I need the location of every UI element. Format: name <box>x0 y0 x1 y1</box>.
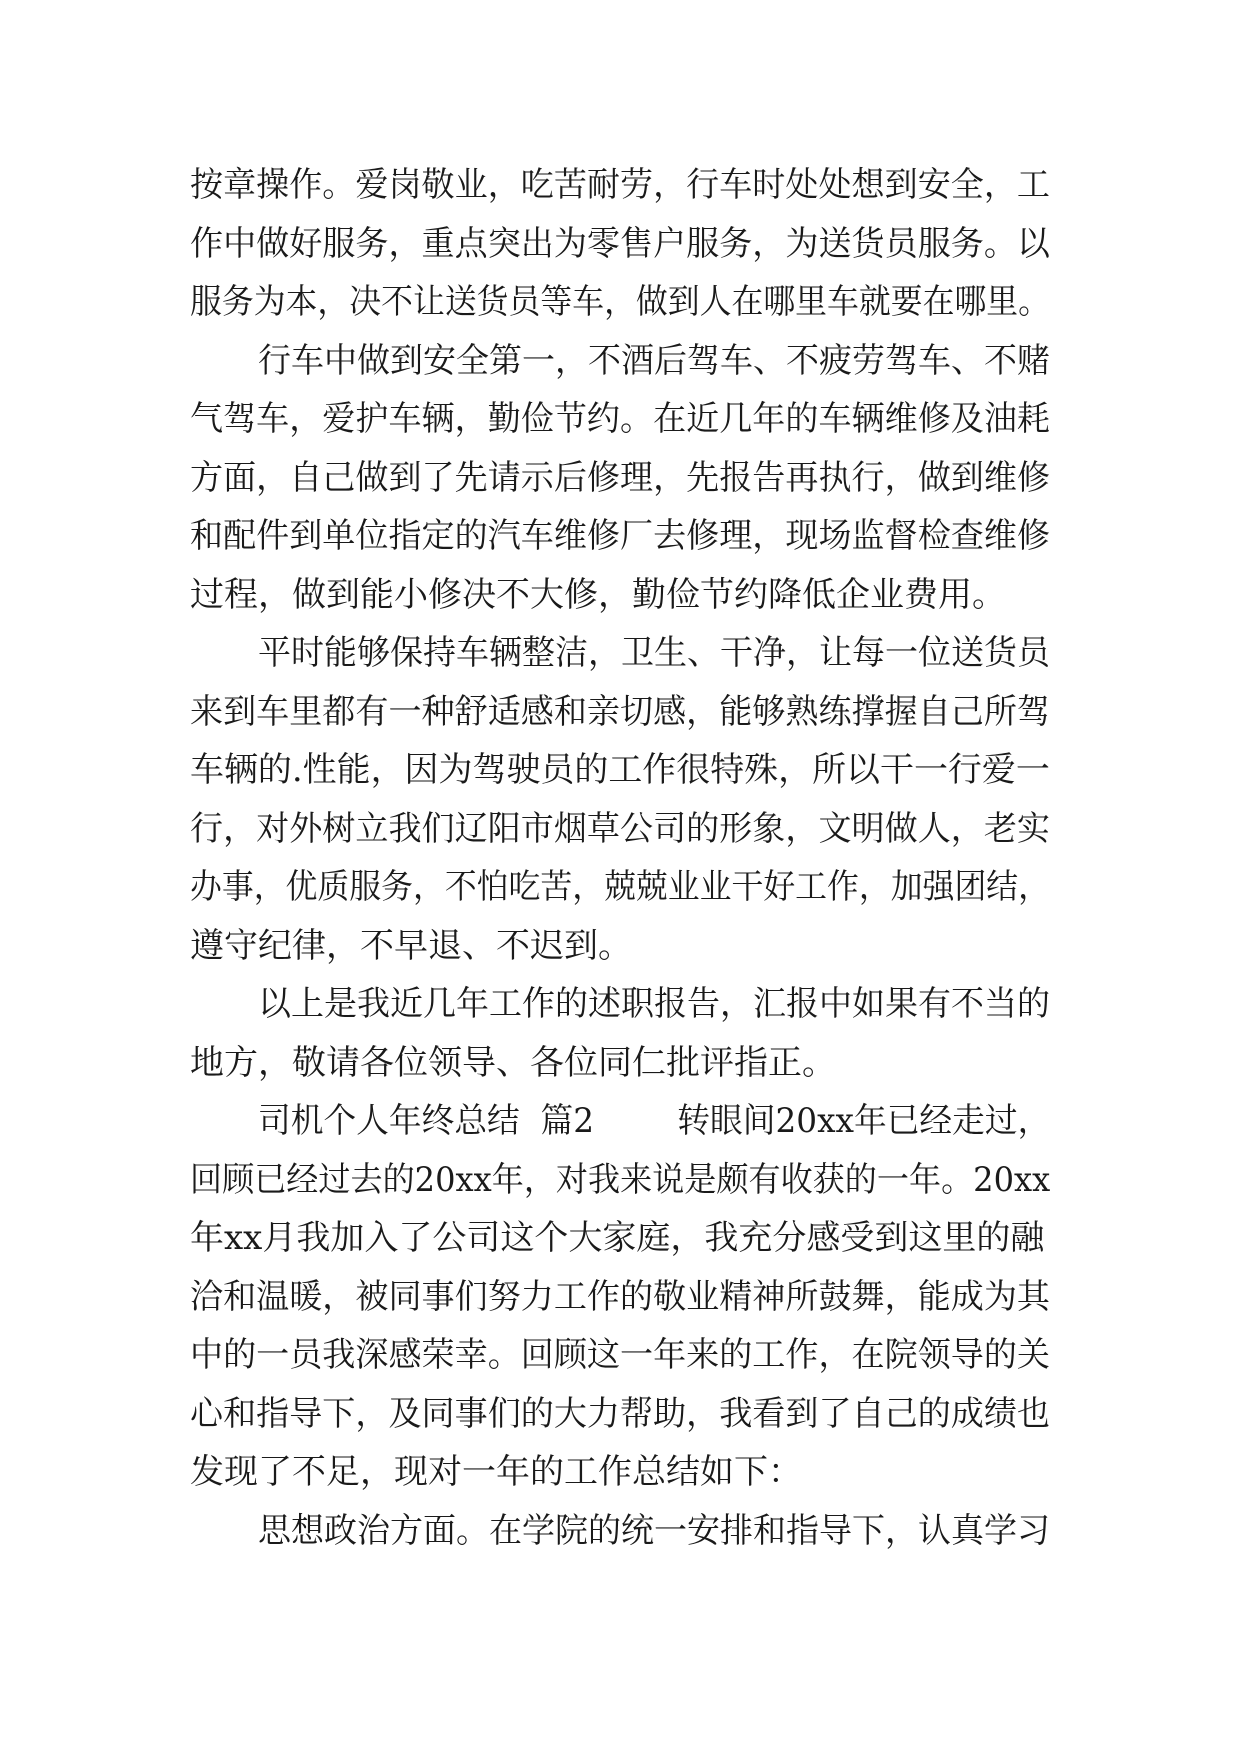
text-line: 行车中做到安全第一，不酒后驾车、不疲劳驾车、不赌 <box>258 341 1050 381</box>
text-line: 和配件到单位指定的汽车维修厂去修理，现场监督检查维修 <box>190 516 1050 556</box>
text-line: 平时能够保持车辆整洁，卫生、干净，让每一位送货员 <box>258 633 1050 673</box>
text-line: 按章操作。爱岗敬业，吃苦耐劳，行车时处处想到安全，工 <box>190 165 1050 205</box>
text-line: 来到车里都有一种舒适感和亲切感，能够熟练撑握自己所驾 <box>190 692 1050 732</box>
text-line: 过程，做到能小修决不大修，勤俭节约降低企业费用。 <box>190 575 1006 615</box>
text-line: 遵守纪律，不早退、不迟到。 <box>190 926 632 966</box>
text-line: 发现了不足，现对一年的工作总结如下： <box>190 1452 802 1492</box>
text-line: 洽和温暖，被同事们努力工作的敬业精神所鼓舞，能成为其 <box>190 1277 1050 1317</box>
text-line: 作中做好服务，重点突出为零售户服务，为送货员服务。以 <box>190 224 1050 264</box>
text-line: 思想政治方面。在学院的统一安排和指导下，认真学习 <box>258 1511 1050 1551</box>
text-line: 回顾已经过去的20xx年，对我来说是颇有收获的一年。20xx <box>190 1160 1051 1200</box>
text-line: 气驾车，爱护车辆，勤俭节约。在近几年的车辆维修及油耗 <box>190 399 1050 439</box>
text-line: 中的一员我深感荣幸。回顾这一年来的工作，在院领导的关 <box>190 1335 1050 1375</box>
text-line: 司机个人年终总结 篇2 转眼间20xx年已经走过， <box>258 1101 1051 1141</box>
text-line: 以上是我近几年工作的述职报告，汇报中如果有不当的 <box>258 984 1050 1024</box>
text-line: 服务为本，决不让送货员等车，做到人在哪里车就要在哪里。 <box>190 282 1050 322</box>
text-line: 地方，敬请各位领导、各位同仁批评指正。 <box>190 1043 836 1083</box>
text-line: 办事，优质服务，不怕吃苦，兢兢业业干好工作，加强团结， <box>190 867 1050 907</box>
text-line: 方面，自己做到了先请示后修理，先报告再执行，做到维修 <box>190 458 1050 498</box>
text-line: 车辆的.性能，因为驾驶员的工作很特殊，所以干一行爱一 <box>190 750 1050 790</box>
text-line: 年xx月我加入了公司这个大家庭，我充分感受到这里的融 <box>190 1218 1045 1258</box>
text-line: 心和指导下，及同事们的大力帮助，我看到了自己的成绩也 <box>190 1394 1050 1434</box>
text-line: 行，对外树立我们辽阳市烟草公司的形象，文明做人，老实 <box>190 809 1050 849</box>
